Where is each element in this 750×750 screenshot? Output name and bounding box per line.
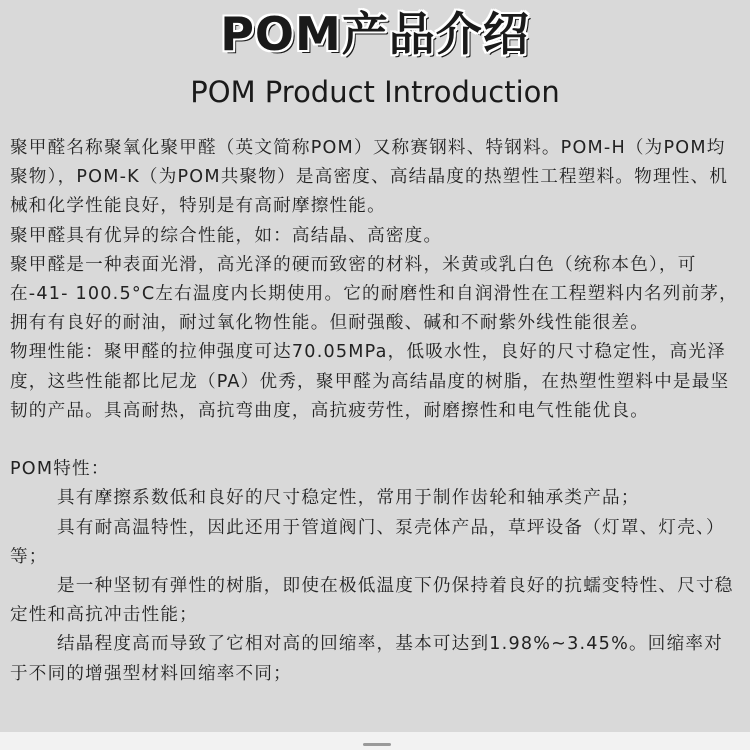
paragraph-appearance: 聚甲醛是一种表面光滑，高光泽的硬而致密的材料，米黄或乳白色（统称本色），可在-41- 100.5°C左右温度内长期使用。它的耐磨性和自润滑性在工程塑料内名列前茅，拥有有良好的耐油，耐过氧化物性能。但耐强酸、碱和不耐紫外线性能很差。 bbox=[10, 254, 738, 334]
feature-item: 结晶程度高而导致了它相对高的回缩率，基本可达到1.98%~3.45%。回缩率对于不同的增强型材料回缩率不同； bbox=[10, 634, 723, 684]
paragraph-summary: 聚甲醛具有优异的综合性能，如：高结晶、高密度。 bbox=[10, 225, 443, 246]
paragraph-physical: 物理性能：聚甲醛的拉伸强度可达70.05MPa，低吸水性，良好的尺寸稳定性，高光泽度，这些性能都比尼龙（PA）优秀，聚甲醛为高结晶度的树脂，在热塑性塑料中是最坚韧的产品。具高耐热，高抗弯曲度，高抗疲劳性，耐磨擦性和电气性能优良。 bbox=[10, 342, 730, 421]
article-body bbox=[10, 134, 738, 689]
feature-item: 是一种坚韧有弹性的树脂，即使在极低温度下仍保持着良好的抗蠕变特性、尺寸稳定性和高抗冲击性能； bbox=[10, 576, 734, 626]
features-heading: POM特性： bbox=[10, 459, 110, 480]
spacer bbox=[10, 426, 738, 455]
bottom-bar bbox=[0, 732, 750, 750]
feature-item: 具有耐高温特性，因此还用于管道阀门、泵壳体产品，草坪设备（灯罩、灯壳、）等； bbox=[10, 517, 725, 567]
paragraph-intro: 聚甲醛名称聚氧化聚甲醛（英文简称POM）又称赛钢料、特钢料。POM-H（为POM均聚物），POM-K（为POM共聚物）是高密度、高结晶度的热塑性工程塑料。物理性、机械和化学性能良好，特别是有高耐摩擦性能。 bbox=[10, 138, 729, 217]
header bbox=[0, 0, 750, 70]
page-subtitle: POM Product Introduction bbox=[190, 75, 560, 109]
page-title: POM产品介绍 bbox=[220, 7, 530, 61]
home-indicator[interactable] bbox=[363, 743, 391, 746]
feature-item: 具有摩擦系数低和良好的尺寸稳定性，常用于制作齿轮和轴承类产品； bbox=[57, 488, 640, 509]
